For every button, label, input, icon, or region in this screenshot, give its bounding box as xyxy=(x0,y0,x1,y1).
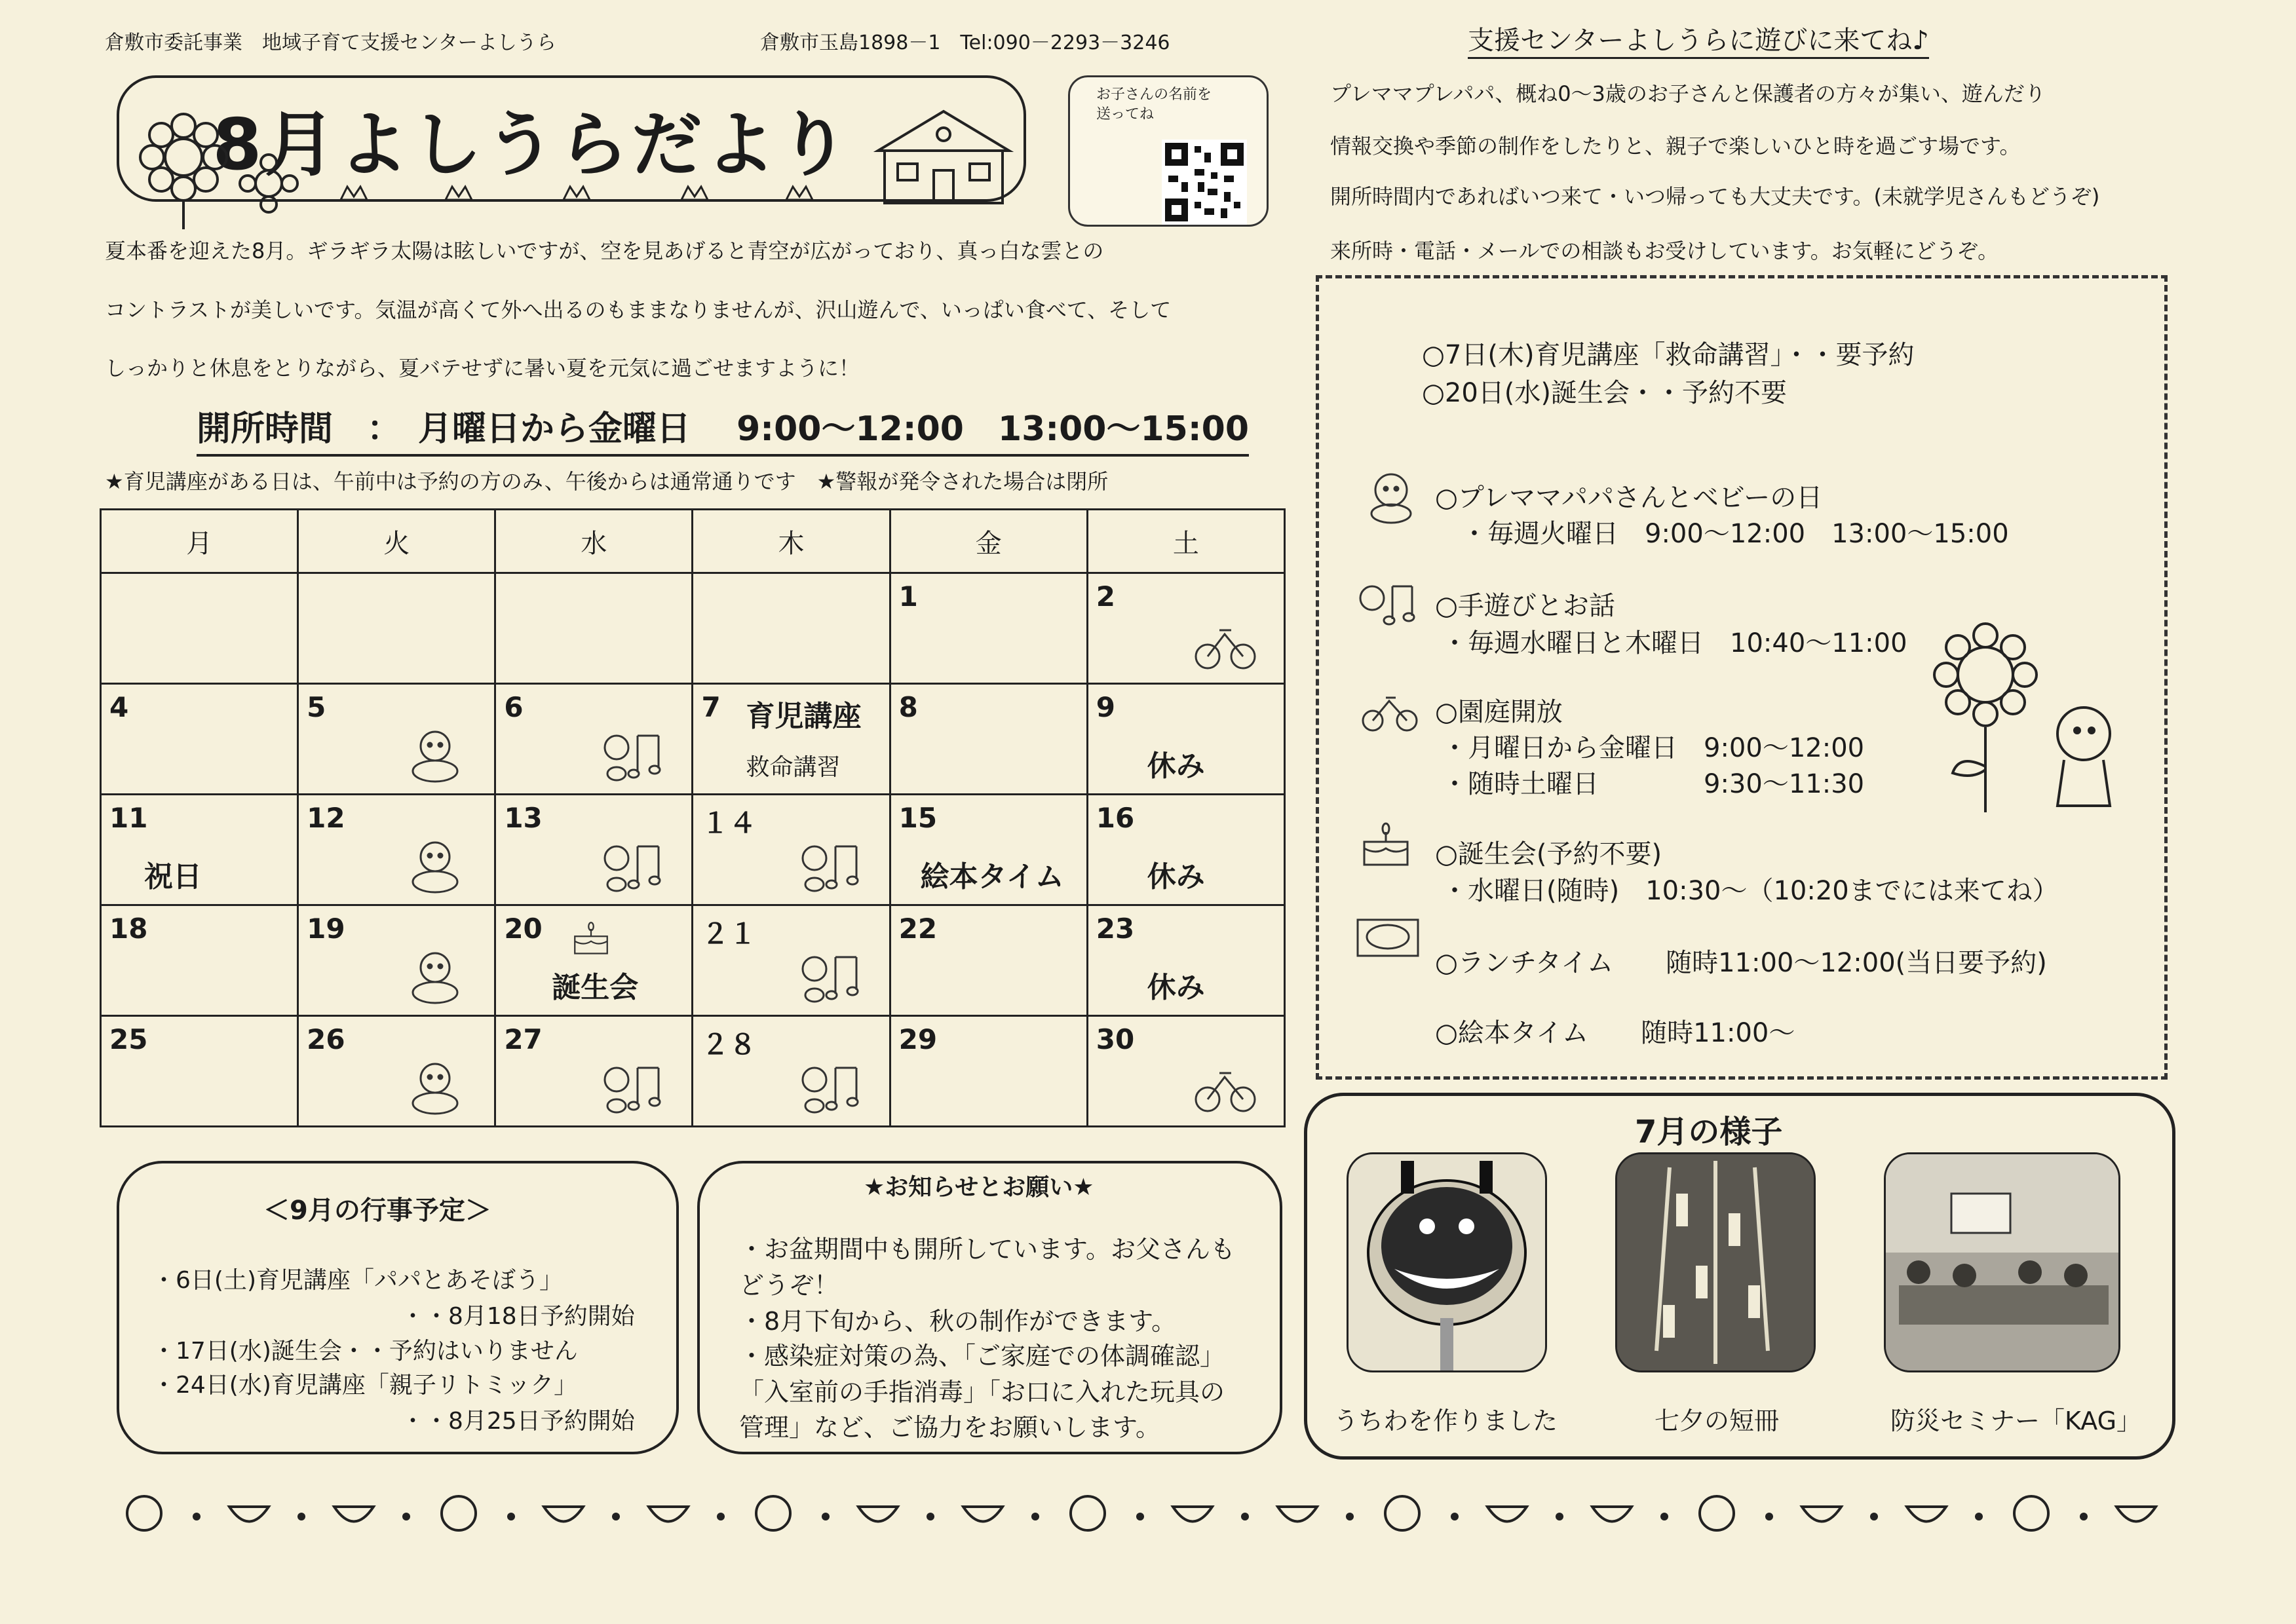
music-note-icon xyxy=(1356,580,1415,632)
notes-line: ★育児講座がある日は、午前中は予約の方のみ、午後からは通常通りです ★警報が発令された場合は閉所 xyxy=(105,469,1109,494)
day-number: 29 xyxy=(898,1023,938,1055)
calendar-day-cell xyxy=(101,1016,298,1127)
lunch-icon xyxy=(1355,917,1421,960)
day-number: 20 xyxy=(504,913,543,945)
schedule-line: ・毎週水曜日と木曜日 10:40～11:00 xyxy=(1442,628,1907,658)
day-event: 休み xyxy=(1147,860,1205,894)
watermelon-icon xyxy=(2014,1496,2048,1530)
qr-code-icon[interactable] xyxy=(1162,140,1247,225)
seed-dot xyxy=(2081,1514,2086,1519)
day-number: 22 xyxy=(898,913,938,945)
qr-caption-line2: 送ってね xyxy=(1096,106,1155,123)
music-note-icon xyxy=(600,837,665,896)
day-event: 絵本タイム xyxy=(920,860,1064,894)
watermelon-icon xyxy=(963,1507,1003,1522)
seed-dot xyxy=(928,1514,933,1519)
calendar-day-cell xyxy=(1087,573,1284,684)
baby-icon xyxy=(402,948,468,1007)
day-number: 8 xyxy=(898,691,918,723)
watermelon-icon xyxy=(2116,1507,2156,1522)
watermelon-icon xyxy=(1385,1496,1419,1530)
schedule-line: ○プレママパパさんとベビーの日 xyxy=(1435,483,1823,513)
seed-dot xyxy=(1871,1514,1877,1519)
calendar-day-cell xyxy=(101,795,298,905)
seed-dot xyxy=(1452,1514,1457,1519)
schedule-line: ○絵本タイム 随時11:00～ xyxy=(1435,1018,1795,1048)
day-number: 16 xyxy=(1096,802,1135,834)
page-title: 8月よしうらだより xyxy=(212,104,852,186)
notice-title: ★お知らせとお願い★ xyxy=(864,1174,1094,1201)
day-number: 9 xyxy=(1096,691,1116,723)
september-line: ・24日(水)育児講座「親子リトミック」 xyxy=(152,1372,578,1399)
watermelon-icon xyxy=(649,1507,688,1522)
right-intro-line: 来所時・電話・メールでの相談もお受けしています。お気軽にどうぞ。 xyxy=(1330,238,1999,263)
calendar-day-cell xyxy=(298,684,495,795)
calendar-day-cell xyxy=(1087,795,1284,905)
right-intro-line: 開所時間内であればいつ来て・いつ帰っても大丈夫です。(未就学児さんもどうぞ) xyxy=(1330,184,2100,209)
notice-line: どうぞ！ xyxy=(739,1271,839,1300)
watermelon-icon xyxy=(1592,1507,1632,1522)
organization-line: 倉敷市委託事業 地域子育て支援センターよしうら xyxy=(105,31,556,54)
day-event: 育児講座 xyxy=(746,700,862,733)
calendar-week-row xyxy=(101,1016,1285,1127)
seed-dot xyxy=(1138,1514,1143,1519)
july-activities-box xyxy=(1304,1093,2175,1460)
music-note-icon xyxy=(600,727,665,785)
photo-caption: 七夕の短冊 xyxy=(1655,1407,1780,1435)
schedule-line: ○誕生会(予約不要) xyxy=(1435,839,1662,869)
calendar-day-cell xyxy=(298,573,495,684)
day-event-detail: 救命講習 xyxy=(746,754,841,781)
watermelon-icon xyxy=(1278,1507,1317,1522)
notice-line: ・感染症対策の為、「ご家庭での体調確認」 xyxy=(739,1342,1225,1370)
seed-dot xyxy=(1767,1514,1772,1519)
notice-line: ・8月下旬から、秋の制作ができます。 xyxy=(739,1307,1177,1336)
calendar-day-cell xyxy=(1087,905,1284,1016)
qr-caption xyxy=(1096,85,1212,124)
calendar-day-cell xyxy=(693,573,890,684)
watermelon-icon xyxy=(1700,1496,1734,1530)
intro-line-3: しっかりと休息をとりながら、夏バテせずに暑い夏を元気に過ごせますように！ xyxy=(105,356,860,381)
qr-caption-line1: お子さんの名前を xyxy=(1096,86,1212,103)
watermelon-icon xyxy=(756,1496,790,1530)
watermelon-icon xyxy=(858,1507,898,1522)
day-number: 7 xyxy=(701,691,721,723)
address-phone: 倉敷市玉島1898－1 Tel:090－2293－3246 xyxy=(760,31,1170,54)
watermelon-icon xyxy=(1907,1507,1946,1522)
schedule-line: ・毎週火曜日 9:00～12:00 13:00～15:00 xyxy=(1461,519,2009,549)
day-number: 15 xyxy=(898,802,938,834)
baby-icon xyxy=(402,727,468,785)
day-number: 13 xyxy=(504,802,543,834)
notice-line: ・お盆期間中も開所しています。お父さんも xyxy=(739,1235,1235,1264)
seed-dot xyxy=(1662,1514,1667,1519)
schedule-line: ○手遊びとお話 xyxy=(1435,591,1615,621)
day-number: 1 xyxy=(898,580,918,613)
intro-line-1: 夏本番を迎えた8月。ギラギラ太陽は眩しいですが、空を見あげると青空が広がっており、真っ白な雲との xyxy=(105,238,1104,263)
day-number: 4 xyxy=(109,691,129,723)
day-event: 休み xyxy=(1147,971,1205,1004)
sunflower-illustration xyxy=(111,98,321,229)
schedule-line: ・随時土曜日 9:30～11:30 xyxy=(1442,769,1865,799)
calendar-day-cell xyxy=(693,684,890,795)
right-intro-line: 情報交換や季節の制作をしたりと、親子で楽しいひと時を過ごす場です。 xyxy=(1330,134,2021,159)
day-number: 26 xyxy=(307,1023,345,1055)
calendar-day-cell xyxy=(890,905,1087,1016)
seed-dot xyxy=(823,1514,828,1519)
watermelon-icon xyxy=(1802,1507,1841,1522)
weekday-header: 土 xyxy=(1087,510,1284,573)
july-title: 7月の様子 xyxy=(1635,1114,1783,1150)
calendar-table xyxy=(100,508,1286,1127)
weekday-header: 水 xyxy=(495,510,693,573)
watermelon-icon xyxy=(544,1507,583,1522)
calendar-day-cell xyxy=(1087,1016,1284,1127)
watermelon-icon xyxy=(1487,1507,1527,1522)
day-number: ２１ xyxy=(701,918,757,950)
photo-caption: 防災セミナー「KAG」 xyxy=(1890,1407,2142,1435)
calendar-day-cell xyxy=(495,684,693,795)
notice-line: 「入室前の手指消毒」「お口に入れた玩具の xyxy=(739,1378,1225,1407)
calendar-day-cell xyxy=(495,1016,693,1127)
day-number: 19 xyxy=(307,913,345,945)
photo-tanabata xyxy=(1615,1152,1816,1372)
september-line: ・・8月25日予約開始 xyxy=(401,1408,635,1435)
calendar-day-cell xyxy=(495,573,693,684)
day-number: １４ xyxy=(701,807,757,839)
seed-dot xyxy=(194,1514,199,1519)
calendar-week-row xyxy=(101,573,1285,684)
calendar-day-cell xyxy=(101,573,298,684)
day-event: 祝日 xyxy=(144,860,202,894)
day-number: 6 xyxy=(504,691,524,723)
notice-box xyxy=(697,1161,1282,1454)
watermelon-icon xyxy=(1071,1496,1105,1530)
seed-dot xyxy=(299,1514,304,1519)
calendar-day-cell xyxy=(101,684,298,795)
calendar-day-cell xyxy=(890,573,1087,684)
seed-dot xyxy=(508,1514,514,1519)
photo-caption: うちわを作りました xyxy=(1333,1407,1558,1435)
weekday-header: 月 xyxy=(101,510,298,573)
calendar-day-cell xyxy=(890,684,1087,795)
weekday-header: 金 xyxy=(890,510,1087,573)
calendar-day-cell xyxy=(495,905,693,1016)
calendar-week-row xyxy=(101,905,1285,1016)
seed-dot xyxy=(1976,1514,1981,1519)
seed-dot xyxy=(1557,1514,1562,1519)
seed-dot xyxy=(613,1514,619,1519)
calendar-day-cell xyxy=(298,795,495,905)
weekday-header: 木 xyxy=(693,510,890,573)
schedule-line: ○ランチタイム 随時11:00～12:00(当日要予約) xyxy=(1435,948,2047,978)
watermelon-icon xyxy=(442,1496,476,1530)
tricycle-icon xyxy=(1360,688,1419,734)
seed-dot xyxy=(1347,1514,1352,1519)
calendar-day-cell xyxy=(1087,684,1284,795)
music-note-icon xyxy=(797,948,863,1007)
day-event: 休み xyxy=(1147,749,1205,783)
right-heading: 支援センターよしうらに遊びに来てね♪ xyxy=(1468,20,1929,59)
schedule-line: ・水曜日(随時) 10:30～（10:20までには来てね） xyxy=(1442,876,2059,906)
calendar-day-cell xyxy=(890,1016,1087,1127)
day-number: 12 xyxy=(307,802,345,834)
opening-hours: 開所時間 ： 月曜日から金曜日 9:00～12:00 13:00～15:00 xyxy=(197,401,1249,457)
watermelon-border-decoration xyxy=(118,1487,2182,1539)
baby-icon xyxy=(402,1059,468,1118)
cake-icon xyxy=(1356,819,1415,871)
day-number: 11 xyxy=(109,802,148,834)
calendar-day-cell xyxy=(495,795,693,905)
calendar-day-cell xyxy=(693,905,890,1016)
baby-icon xyxy=(1360,470,1422,526)
schedule-line: ○7日(木)育児講座「救命講習」・・要予約 xyxy=(1422,340,1915,370)
september-line: ・・8月18日予約開始 xyxy=(401,1303,635,1330)
crown-grass-decoration xyxy=(315,180,970,206)
day-number: 5 xyxy=(307,691,326,723)
day-number: 30 xyxy=(1096,1023,1135,1055)
september-line: ・17日(水)誕生会・・予約はいりません xyxy=(152,1338,578,1365)
intro-line-2: コントラストが美しいです。気温が高くて外へ出るのもままなりませんが、沢山遊んで、いっぱい食べて、そして xyxy=(105,297,1172,322)
calendar-day-cell xyxy=(101,905,298,1016)
september-line: ・6日(土)育児講座「パパとあそぼう」 xyxy=(152,1267,563,1294)
day-number: 2 xyxy=(1096,580,1116,613)
september-events-box xyxy=(117,1161,679,1454)
music-note-icon xyxy=(797,837,863,896)
seed-dot xyxy=(1033,1514,1038,1519)
music-note-icon xyxy=(797,1059,863,1118)
calendar-week-row xyxy=(101,795,1285,905)
cake-icon xyxy=(568,919,614,958)
day-event: 誕生会 xyxy=(552,971,639,1004)
schedule-line: ○20日(水)誕生会・・予約不要 xyxy=(1422,378,1788,408)
schedule-line: ・月曜日から金曜日 9:00～12:00 xyxy=(1442,733,1865,763)
sunflower-girl-illustration xyxy=(1920,622,2143,819)
qr-code-box xyxy=(1068,75,1269,227)
schedule-line: ○園庭開放 xyxy=(1435,697,1563,727)
tricycle-icon xyxy=(1192,616,1257,675)
watermelon-icon xyxy=(334,1507,373,1522)
calendar-day-cell xyxy=(693,1016,890,1127)
photo-bousai-seminar xyxy=(1884,1152,2120,1372)
watermelon-icon xyxy=(229,1507,269,1522)
right-intro-line: プレママプレパパ、概ね0～3歳のお子さんと保護者の方々が集い、遊んだり xyxy=(1330,81,2046,106)
day-number: 18 xyxy=(109,913,148,945)
calendar-day-cell xyxy=(298,905,495,1016)
seed-dot xyxy=(1242,1514,1248,1519)
calendar-day-cell xyxy=(298,1016,495,1127)
day-number: 25 xyxy=(109,1023,148,1055)
seed-dot xyxy=(404,1514,409,1519)
tricycle-icon xyxy=(1192,1059,1257,1118)
watermelon-icon xyxy=(127,1496,161,1530)
music-note-icon xyxy=(600,1059,665,1118)
photo-uchiwa xyxy=(1347,1152,1547,1372)
day-number: 23 xyxy=(1096,913,1135,945)
september-title: ＜9月の行事予定＞ xyxy=(263,1196,491,1226)
calendar-week-row xyxy=(101,684,1285,795)
calendar-day-cell xyxy=(890,795,1087,905)
seed-dot xyxy=(718,1514,723,1519)
notice-line: 管理」など、ご協力をお願いします。 xyxy=(739,1413,1160,1442)
calendar-day-cell xyxy=(693,795,890,905)
day-number: 27 xyxy=(504,1023,543,1055)
weekday-header: 火 xyxy=(298,510,495,573)
baby-icon xyxy=(402,837,468,896)
watermelon-icon xyxy=(1173,1507,1212,1522)
day-number: ２８ xyxy=(701,1029,757,1061)
